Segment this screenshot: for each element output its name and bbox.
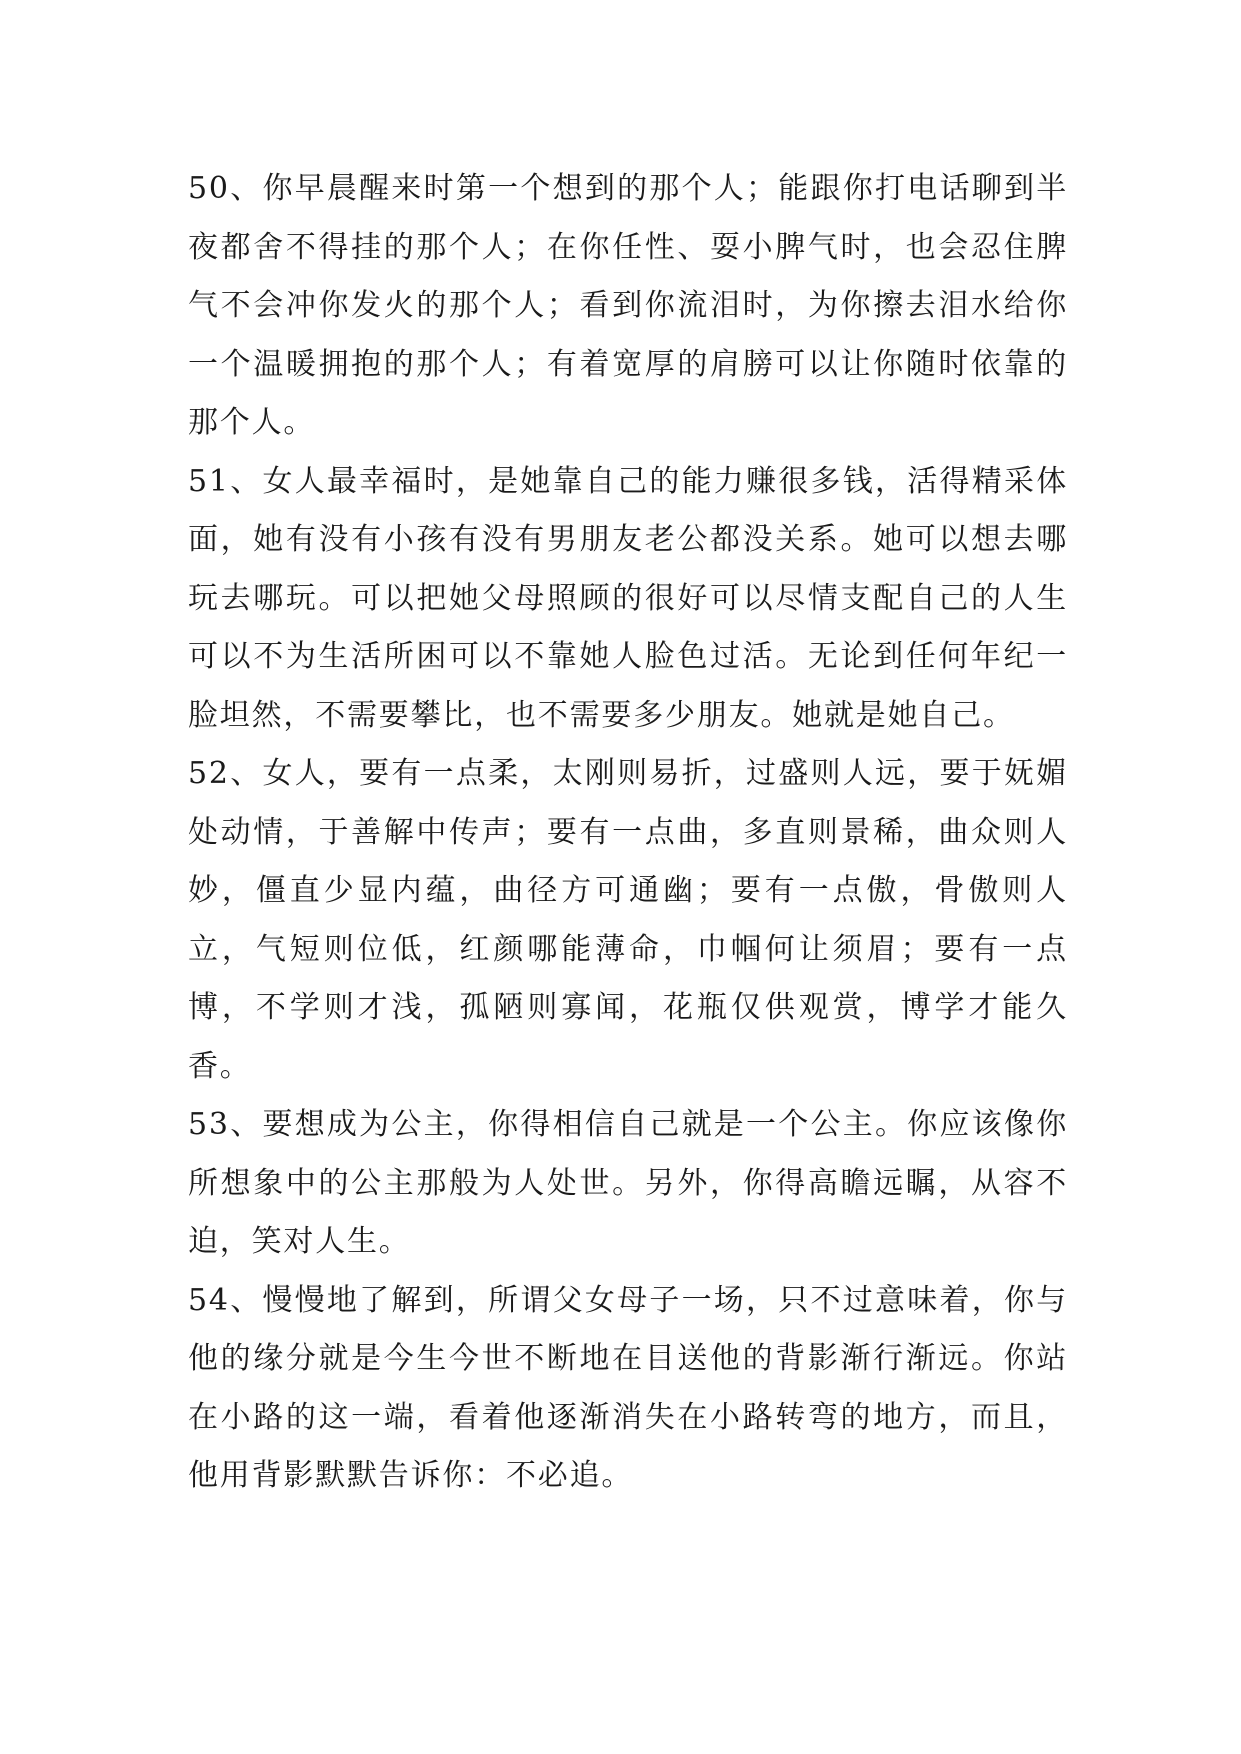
paragraph-51: 51、女人最幸福时，是她靠自己的能力赚很多钱，活得精采体面，她有没有小孩有没有男朋友老公都没关系。她可以想去哪玩去哪玩。可以把她父母照顾的很好可以尽情支配自己的人生可以不为生活所困可以不靠她人脸色过活。无论到任何年纪一脸坦然，不需要攀比，也不需要多少朋友。她就是她自己。 — [188, 463, 1068, 733]
paragraph-50: 50、你早晨醒来时第一个想到的那个人；能跟你打电话聊到半夜都舍不得挂的那个人；在你任性、耍小脾气时，也会忍住脾气不会冲你发火的那个人；看到你流泪时，为你擦去泪水给你一个温暖拥抱的那个人；有着宽厚的肩膀可以让你随时依靠的那个人。 — [188, 171, 1068, 440]
paragraph-54: 54、慢慢地了解到，所谓父女母子一场，只不过意味着，你与他的缘分就是今生今世不断地在目送他的背影渐行渐远。你站在小路的这一端，看着他逐渐消失在小路转弯的地方，而且，他用背影默默告诉你：不必追。 — [188, 1282, 1068, 1493]
paragraph-52: 52、女人，要有一点柔，太刚则易折，过盛则人远，要于妩媚处动情，于善解中传声；要有一点曲，多直则景稀，曲众则人妙，僵直少显内蕴，曲径方可通幽；要有一点傲，骨傲则人立，气短则位低，红颜哪能薄命，巾帼何让须眉；要有一点博，不学则才浅，孤陋则寡闻，花瓶仅供观赏，博学才能久香。 — [188, 756, 1068, 1084]
paragraph-53: 53、要想成为公主，你得相信自己就是一个公主。你应该像你所想象中的公主那般为人处世。另外，你得高瞻远瞩，从容不迫，笑对人生。 — [188, 1107, 1068, 1259]
document-body — [188, 160, 1068, 1506]
